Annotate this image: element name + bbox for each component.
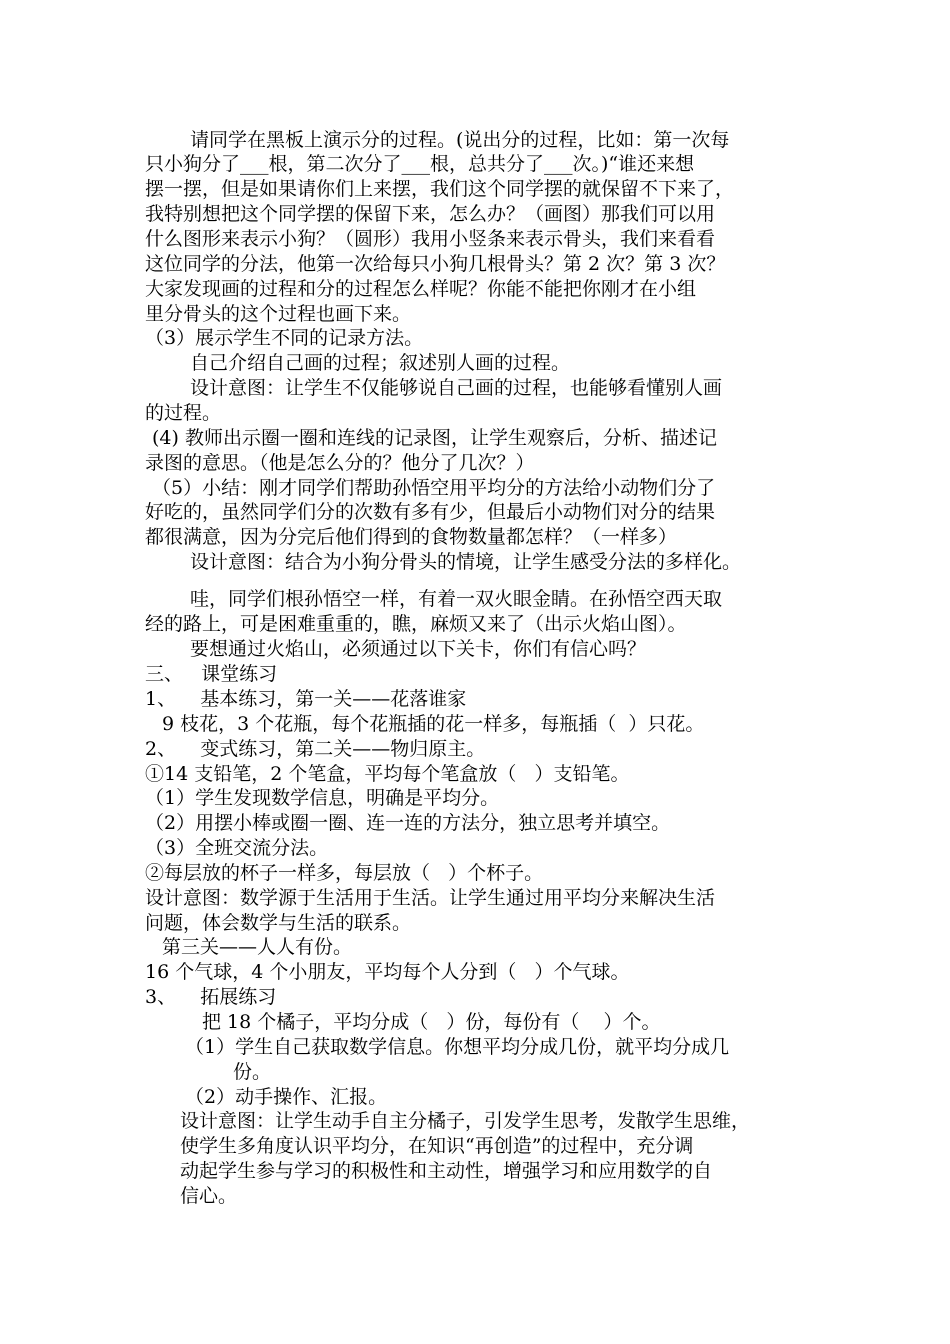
exercise-item: 把 18 个橘子，平均分成（ ）份，每份有（ ）个。 — [202, 1011, 661, 1033]
exercise-heading: 3、 拓展练习 — [145, 986, 277, 1008]
paragraph-line: 我特别想把这个同学摆的保留下来，怎么办？（画图）那我们可以用 — [145, 203, 716, 225]
paragraph-line: 自己介绍自己画的过程；叙述别人画的过程。 — [190, 352, 571, 374]
design-intent-line: 设计意图：数学源于生活用于生活。让学生通过用平均分来解决生活 — [145, 887, 716, 909]
paragraph-line: 录图的意思。（他是怎么分的？他分了几次？） — [145, 452, 535, 474]
design-intent-line: 问题，体会数学与生活的联系。 — [145, 912, 412, 934]
exercise-heading: 1、 基本练习，第一关——花落谁家 — [145, 688, 467, 710]
paragraph-line: 只小狗分了___根，第二次分了___根，总共分了___次。)“谁还来想 — [145, 153, 695, 175]
exercise-heading: 2、 变式练习，第二关——物归原主。 — [145, 738, 486, 760]
design-intent-line: 设计意图：让学生不仅能够说自己画的过程，也能够看懂别人画 — [190, 377, 723, 399]
section-heading: （3）展示学生不同的记录方法。 — [145, 327, 424, 349]
design-intent-line: 信心。 — [180, 1185, 238, 1207]
section-heading: 三、 课堂练习 — [145, 663, 278, 685]
section-heading: （5）小结：刚才同学们帮助孙悟空用平均分的方法给小动物们分了 — [152, 477, 716, 499]
design-intent-line: 设计意图：让学生动手自主分橘子，引发学生思考，发散学生思维， — [180, 1110, 751, 1132]
exercise-step: 份。 — [233, 1061, 272, 1083]
paragraph-line: 请同学在黑板上演示分的过程。(说出分的过程，比如：第一次每 — [190, 129, 730, 151]
exercise-step: （1）学生自己获取数学信息。你想平均分成几份，就平均分成几 — [185, 1036, 730, 1058]
exercise-item: ①14 支铅笔，2 个笔盒，平均每个笔盒放（ ）支铅笔。 — [145, 763, 630, 785]
paragraph-line: 里分骨头的这个过程也画下来。 — [145, 303, 412, 325]
design-intent-line: 动起学生参与学习的积极性和主动性，增强学习和应用数学的自 — [180, 1160, 713, 1182]
exercise-step: （2）动手操作、汇报。 — [185, 1086, 388, 1108]
paragraph-line: 都很满意，因为分完后他们得到的食物数量都怎样？（一样多） — [145, 526, 678, 548]
design-intent-line: 使学生多角度认识平均分，在知识“再创造”的过程中，充分调 — [180, 1135, 694, 1157]
exercise-item: ②每层放的杯子一样多，每层放（ ）个杯子。 — [145, 862, 544, 884]
exercise-step: （1）学生发现数学信息，明确是平均分。 — [145, 787, 500, 809]
design-intent-line: 的过程。 — [145, 402, 222, 424]
exercise-heading: 第三关——人人有份。 — [162, 936, 353, 958]
exercise-item: 16 个气球，4 个小朋友，平均每个人分到（ ）个气球。 — [145, 961, 630, 983]
exercise-step: （3）全班交流分法。 — [145, 837, 329, 859]
paragraph-line: 要想通过火焰山，必须通过以下关卡，你们有信心吗？ — [190, 638, 647, 660]
paragraph-line: 什么图形来表示小狗？（圆形）我用小竖条来表示骨头，我们来看看 — [145, 228, 716, 250]
paragraph-line: 哇，同学们根孙悟空一样，有着一双火眼金睛。在孙悟空西天取 — [190, 588, 723, 610]
exercise-item: 9 枝花，3 个花瓶，每个花瓶插的花一样多，每瓶插（ ）只花。 — [162, 713, 705, 735]
section-heading: (4) 教师出示圈一圈和连线的记录图，让学生观察后，分析、描述记 — [152, 427, 717, 449]
paragraph-line: 这位同学的分法，他第一次给每只小狗几根骨头？第 2 次？第 3 次？ — [145, 253, 726, 275]
paragraph-line: 大家发现画的过程和分的过程怎么样呢？你能不能把你刚才在小组 — [145, 278, 697, 300]
design-intent-line: 设计意图：结合为小狗分骨头的情境，让学生感受分法的多样化。 — [190, 551, 742, 573]
paragraph-line: 经的路上，可是困难重重的，瞧，麻烦又来了（出示火焰山图）。 — [145, 613, 687, 635]
paragraph-line: 好吃的，虽然同学们分的次数有多有少，但最后小动物们对分的结果 — [145, 501, 716, 523]
paragraph-line: 摆一摆，但是如果请你们上来摆，我们这个同学摆的就保留不下来了， — [145, 178, 735, 200]
exercise-step: （2）用摆小棒或圈一圈、连一连的方法分，独立思考并填空。 — [145, 812, 671, 834]
